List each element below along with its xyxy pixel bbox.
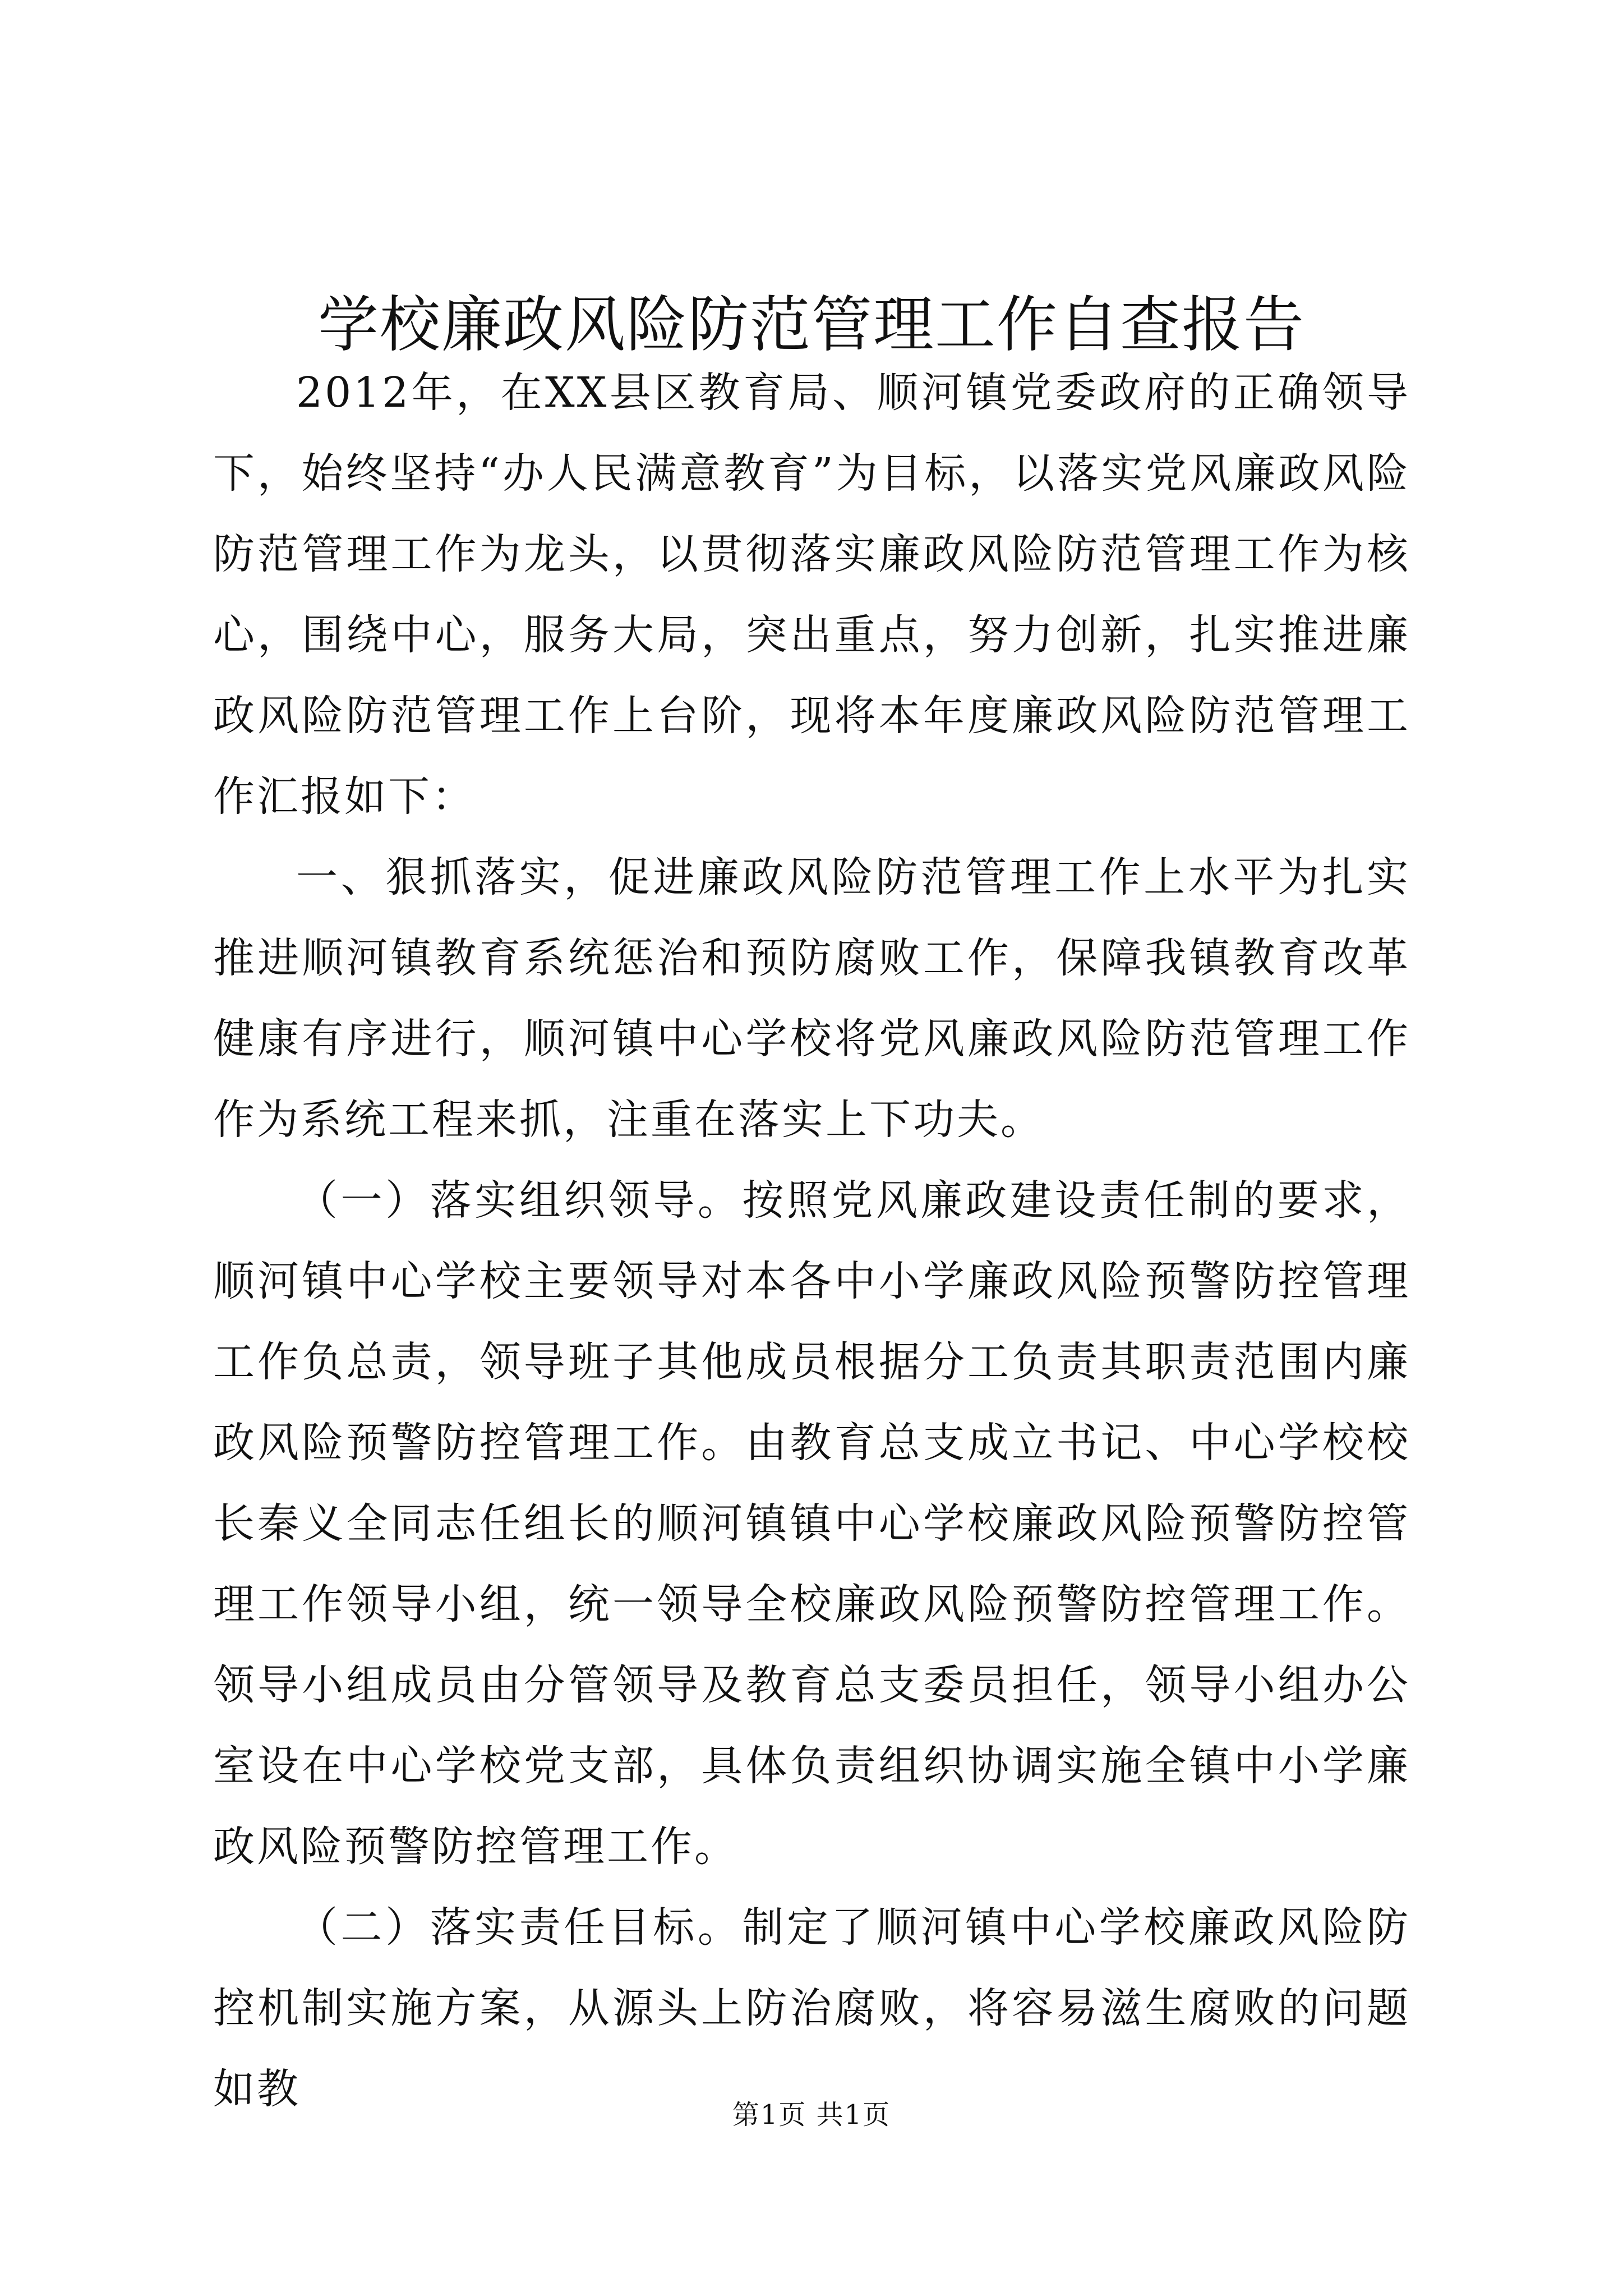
paragraph-responsibility-goals: （二）落实责任目标。制定了顺河镇中心学校廉政风险防控机制实施方案，从源头上防治腐败，将容易滋生腐败的问题如教 xyxy=(213,1903,1410,2113)
paragraph-intro: 2012年，在XX县区教育局、顺河镇党委政府的正确领导下，始终坚持“办人民满意教育”为目标，以落实党风廉政风险防范管理工作为龙头，以贯彻落实廉政风险防范管理工作为核心，围绕中心，服务大局，突出重点，努力创新，扎实推进廉政风险防范管理工作上台阶，现将本年度廉政风险防范管理工作汇报如下： xyxy=(213,369,1410,821)
paragraph-section-one: 一、狠抓落实，促进廉政风险防范管理工作上水平为扎实推进顺河镇教育系统惩治和预防腐败工作，保障我镇教育改革健康有序进行，顺河镇中心学校将党风廉政风险防范管理工作作为系统工程来抓，注重在落实上下功夫。 xyxy=(213,853,1410,1144)
document-body xyxy=(213,352,1410,2129)
page-number-footer: 第1页 共1页 xyxy=(732,2099,891,2131)
document-title: 学校廉政风险防范管理工作自查报告 xyxy=(317,290,1305,360)
paragraph-organization-leadership: （一）落实组织领导。按照党风廉政建设责任制的要求，顺河镇中心学校主要领导对本各中小学廉政风险预警防控管理工作负总责，领导班子其他成员根据分工负责其职责范围内廉政风险预警防控管理工作。由教育总支成立书记、中心学校校长秦义全同志任组长的顺河镇镇中心学校廉政风险预警防控管理工作领导小组，统一领导全校廉政风险预警防控管理工作。领导小组成员由分管领导及教育总支委员担任，领导小组办公室设在中心学校党支部，具体负责组织协调实施全镇中小学廉政风险预警防控管理工作。 xyxy=(213,1176,1410,1871)
